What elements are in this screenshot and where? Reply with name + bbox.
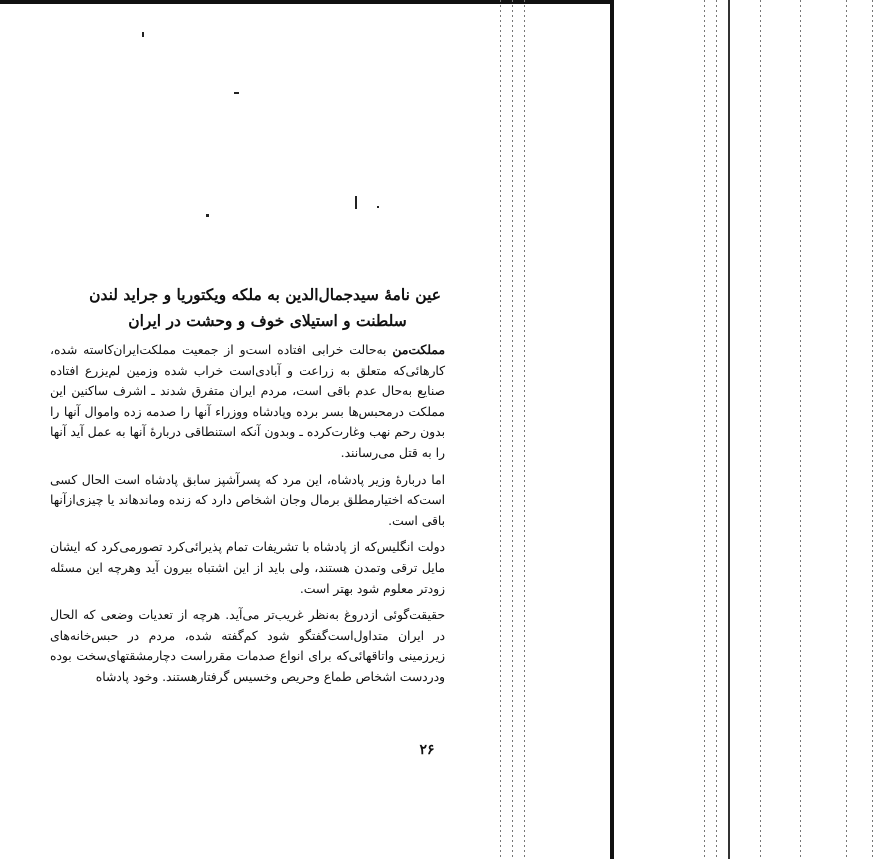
paragraph-text: به‌حالت خرابی افتاده است‌و از جمعیت مملکت‌ایران‌کاسته شده، کارهائی‌که متعلق به زراعت و آبادی‌است خراب شده وزمین لم‌یزرع افتاده صنایع به‌حال عدم باقی است، مردم ایران متفرق شدند ـ اشرف ساکنین این مملکت درمحبس‌ها بسر برده وپادشاه ووزراء آنها را صدمه زده واموال آنها را بدون رحم نهب وغارت‌کرده ـ وبدون آنکه استنطاقی دربارهٔ آنها به عمل آید آنها را به قتل می‌رسانند. [50, 343, 445, 460]
adjacent-page-texture [872, 0, 873, 859]
adjacent-page-texture [846, 0, 847, 859]
scan-speck [234, 92, 239, 94]
scan-speck [206, 214, 209, 217]
paragraph-lead: مملکت‌من [392, 342, 445, 357]
paragraph-text: حقیقت‌گوئی ازدروغ به‌نظر غریب‌تر می‌آید. هرچه از تعدیات وضعی که الحال در ایران متداول‌است‌گفتگو شود کم‌گفته شده، مردم در حبس‌خانه‌های زیرزمینی واتاقهائی‌که برای انواع صدمات مقرراست دچارمشقتهای‌سخت بوده ودردست اشخاص طماع وحریص وخسیس گرفتارهستند. وخود پادشاه [50, 608, 445, 684]
paragraph-1 [50, 340, 445, 464]
paragraph-3 [50, 537, 445, 599]
page-edge-top [0, 0, 614, 4]
show-through-line [524, 0, 525, 859]
adjacent-page-edge [728, 0, 730, 859]
document-subtitle: سلطنت و استیلای خوف و وحشت در ایران [128, 311, 407, 330]
adjacent-page-texture [704, 0, 705, 859]
show-through-line [500, 0, 501, 859]
show-through-line [512, 0, 513, 859]
document-title: عین نامهٔ سیدجمال‌الدین به ملکه ویکتوریا و جراید لندن [89, 285, 441, 304]
adjacent-page-texture [716, 0, 717, 859]
scan-speck [142, 32, 144, 37]
adjacent-page-texture [760, 0, 761, 859]
adjacent-page-texture [800, 0, 801, 859]
scan-speck [355, 196, 357, 209]
scan-speck [377, 206, 379, 208]
paragraph-text: اما دربارهٔ وزیر پادشاه، این مرد که پسرآشپز سابق پادشاه است الحال کسی است‌که اختیارمطلق برمال وجان اشخاص دارد که زنده وماندهاند یا چیزی‌ازآنها باقی است. [50, 472, 445, 528]
page-number: ۲۶ [419, 742, 435, 758]
page-edge-right [610, 0, 614, 859]
paragraph-text: دولت انگلیس‌که از پادشاه با تشریفات تمام پذیرائی‌کرد تصورمی‌کرد که ایشان مایل ترقی وتمدن هستند، ولی باید از این اشتباه بیرون آید وهرچه این مسئله زودتر معلوم شود بهتر است. [50, 540, 445, 596]
paragraph-2 [50, 470, 445, 532]
paragraph-4 [50, 605, 445, 687]
document-body [50, 282, 445, 694]
